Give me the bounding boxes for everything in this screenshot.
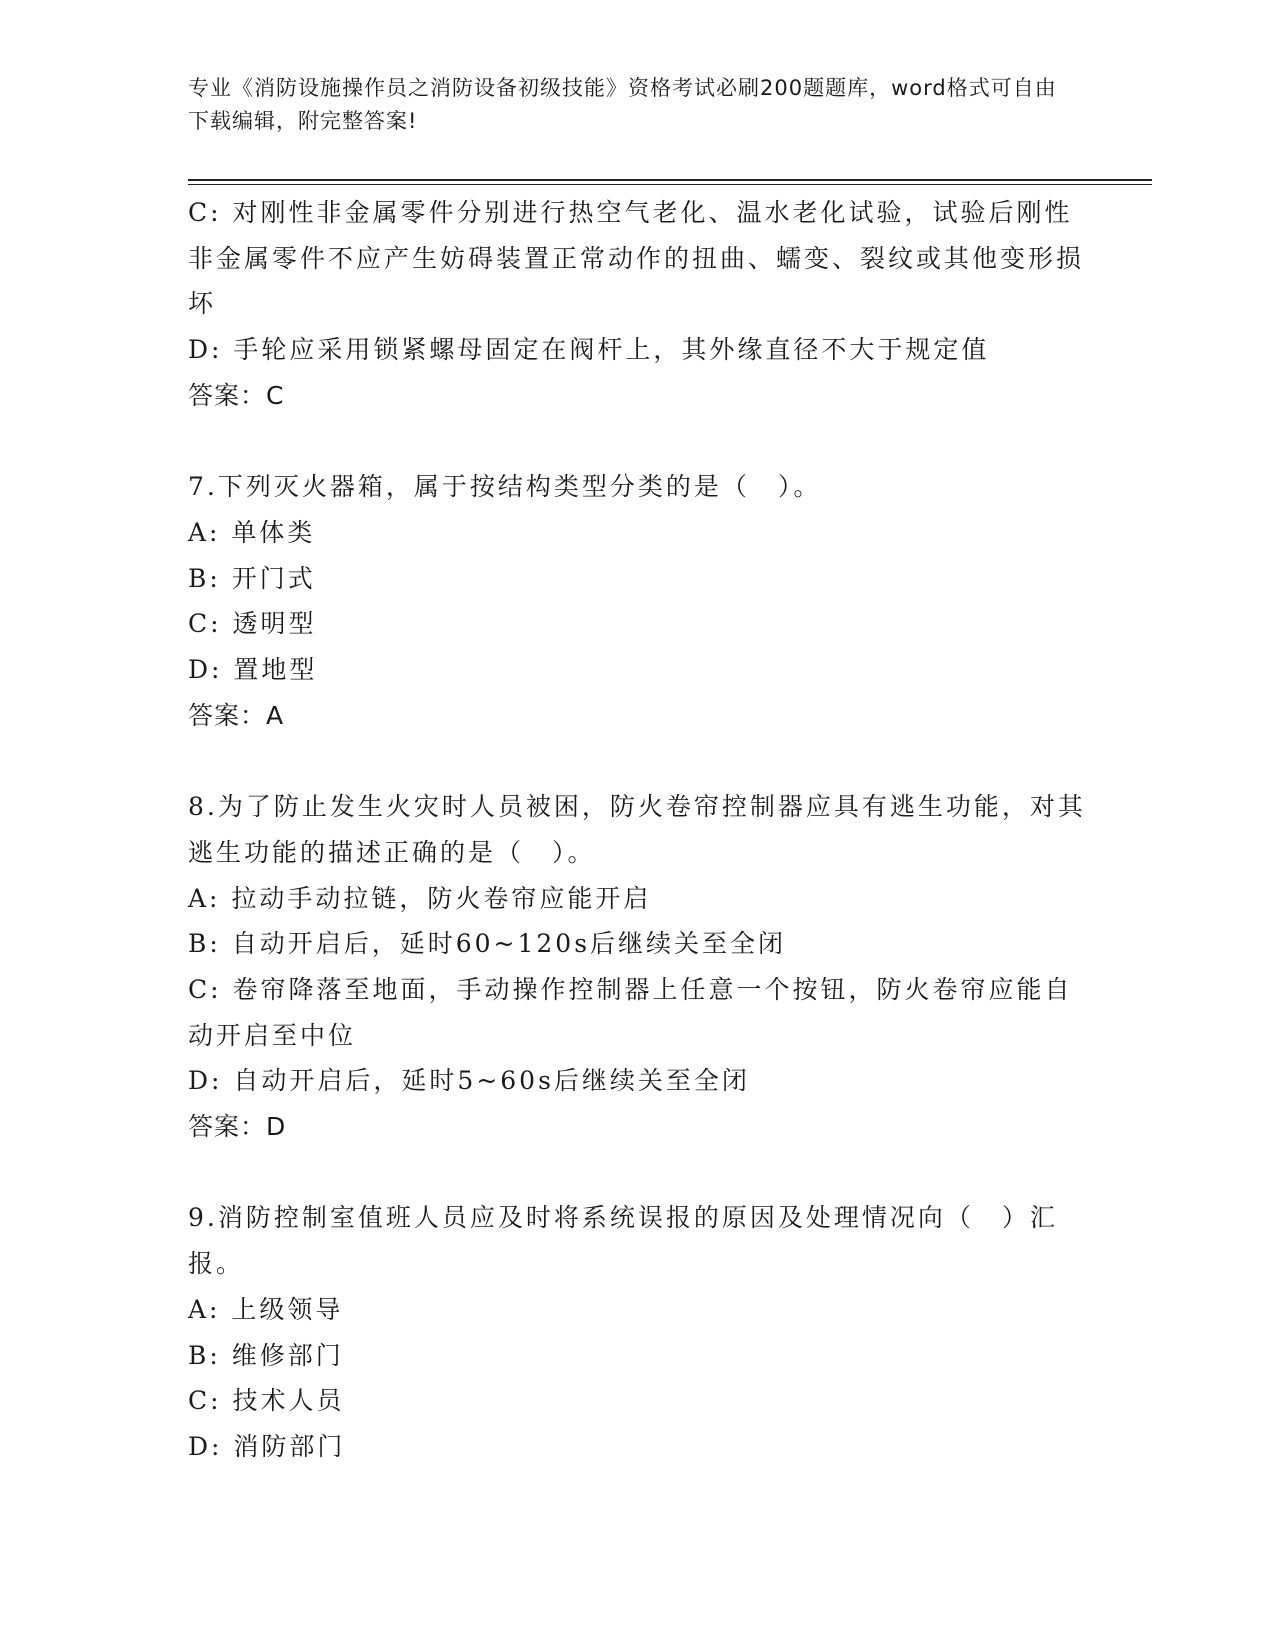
question-stem: 8.为了防止发生火灾时人员被困，防火卷帘控制器应具有逃生功能，对其逃生功能的描述正确的是（ ）。 [188,792,1086,867]
question-list [188,190,1088,1470]
answer-label: 答案：A [188,700,285,730]
option-d: D: 自动开启后，延时5~60s后继续关至全闭 [188,1066,750,1096]
question-stem: 9.消防控制室值班人员应及时将系统误报的原因及处理情况向（ ）汇报。 [188,1203,1058,1279]
question-7 [188,464,1088,738]
spacer [188,738,1088,784]
option-c: C: 卷帘降落至地面，手动操作控制器上任意一个按钮，防火卷帘应能自动开启至中位 [188,974,1073,1050]
spacer [188,419,1088,465]
option-d: D: 手轮应采用锁紧螺母固定在阀杆上，其外缘直径不大于规定值 [188,335,990,365]
option-a: A: 上级领导 [188,1294,344,1324]
option-d: D: 置地型 [188,655,318,685]
option-d: D: 消防部门 [188,1431,346,1461]
spacer [188,1150,1088,1196]
header-divider-thin [188,184,1152,185]
option-b: B: 自动开启后，延时60~120s后继续关至全闭 [188,929,787,959]
option-c: C: 透明型 [188,609,317,639]
option-c: C: 对刚性非金属零件分别进行热空气老化、温水老化试验，试验后刚性非金属零件不应产生妨碍装置正常动作的扭曲、蠕变、裂纹或其他变形损坏 [188,198,1085,319]
option-a: A: 拉动手动拉链，防火卷帘应能开启 [188,883,652,913]
answer-label: 答案：C [188,380,285,410]
option-c: C: 技术人员 [188,1386,345,1416]
option-b: B: 维修部门 [188,1340,344,1370]
answer-label: 答案：D [188,1112,287,1142]
option-a: A: 单体类 [188,517,316,547]
question-9 [188,1195,1088,1469]
question-8 [188,784,1088,1150]
question-stem: 7.下列灭火器箱，属于按结构类型分类的是（ ）。 [188,472,822,502]
question-6-tail [188,190,1088,419]
document-header: 专业《消防设施操作员之消防设备初级技能》资格考试必刷200题题库，word格式可自由下载编辑，附完整答案! [188,76,1057,133]
option-b: B: 开门式 [188,563,316,593]
header-divider-thick [188,179,1152,181]
